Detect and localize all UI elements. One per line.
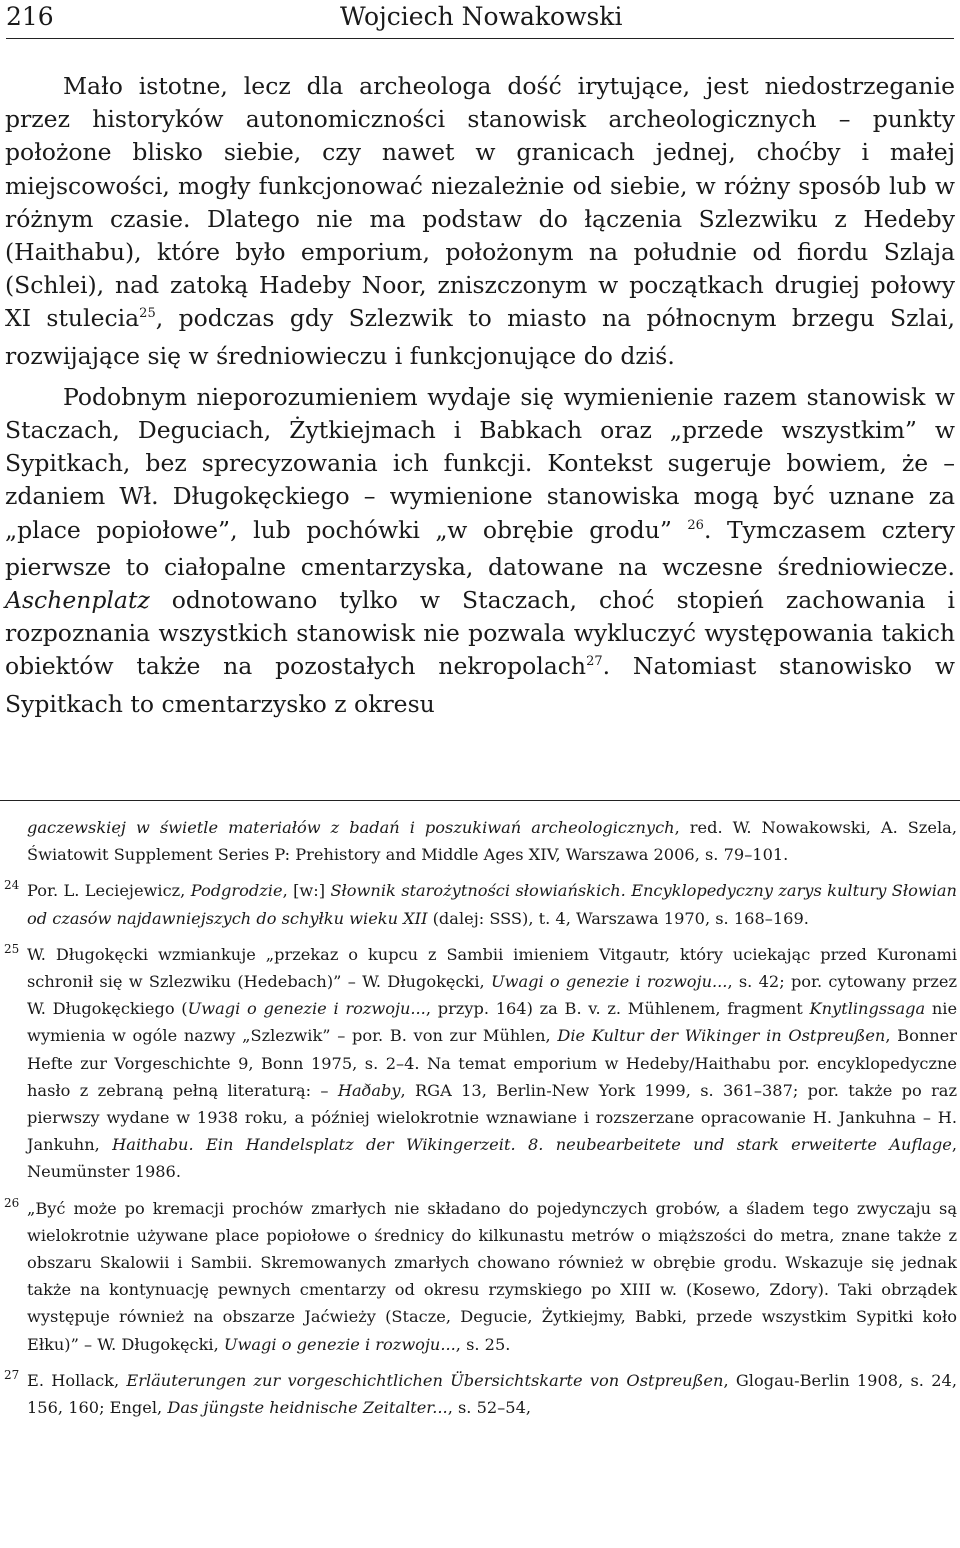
- footnote-number: 24: [4, 878, 20, 893]
- paragraph: [5, 70, 955, 373]
- text-run: , Glogau-Berlin 1908, s. 24, 156, 160; Engel,: [27, 1370, 957, 1418]
- footnote-text: [27, 881, 957, 927]
- text-run: W. Długokęcki wzmiankuje „przekaz o kupcu z Sambii imieniem Vitgautr, który uciekając przed Kuronami schronił się w Szlezwiku (Hedebach)” – W. Długokęcki,: [27, 944, 957, 992]
- text-run: nie wymienia w ogóle nazwy „Szlezwik” – por. B. von zur Mühlen,: [27, 999, 958, 1046]
- text-run: , red. W. Nowakowski, A. Szela, Światowit Supplement Series P: Prehistory and Middle Ages XIV, Warszawa 2006, s. 79–101.: [27, 818, 957, 865]
- italic-text: Uwagi o genezie i rozwoju...: [223, 1334, 456, 1354]
- text-run: , Bonner Hefte zur Vorgeschichte 9, Bonn 1975, s. 2–4. Na temat emporium w Hedeby/Haithabu por. encyklopedyczne hasło z zebraną pełną literaturą: –: [27, 1026, 957, 1100]
- footnote-ref: 26: [687, 517, 704, 533]
- footnote-24: [4, 877, 957, 931]
- text-run: Mało istotne, lecz dla archeologa dość irytujące, jest niedostrzeganie przez historyków autonomiczności stanowisk archeologicznych – punkty położone blisko siebie, czy nawet w granicach jednej, choćby i małej miejscowości, mogły funkcjonować niezależnie od siebie, w różny sposób lub w różnym czasie. Dlatego nie ma podstaw do łączenia Szlezwiku z Hedeby (Haithabu), które było emporium, położonym na południe od fiordu Szlaja (Schlei), nad zatoką Hadeby Noor, zniszczonym w początkach drugiej połowy XI stulecia: [5, 72, 955, 333]
- footnote-25: [4, 941, 958, 1186]
- italic-text: Haðaby: [337, 1080, 401, 1100]
- footnote-27: [4, 1367, 957, 1421]
- italic-text: Uwagi o genezie i rozwoju...: [490, 972, 728, 992]
- text-run: , RGA 13, Berlin-New York 1999, s. 361–387; por. także po raz pierwszy wydane w 1938 roku, a później wielokrotnie wznawiane i rozszerzane opracowanie H. Jankuhna – H. Jankuhn,: [27, 1080, 957, 1155]
- text-run: , s. 42; por. cytowany przez W. Długokęckiego (: [27, 972, 957, 1019]
- footnotes: [4, 814, 958, 1430]
- italic-text: Das jüngste heidnische Zeitalter...: [167, 1398, 448, 1418]
- text-run: , s. 25.: [455, 1334, 511, 1354]
- footnote-text: [27, 1371, 957, 1417]
- text-run: . Natomiast stanowisko w Sypitkach to cmentarzysko z okresu: [5, 652, 955, 718]
- footnote-text: [27, 1199, 957, 1354]
- italic-text: gaczewskiej w świetle materiałów z badań i poszukiwań archeologicznych: [27, 818, 675, 837]
- page-header: [6, 0, 954, 39]
- footnote-separator: [0, 800, 960, 801]
- footnote-number: 26: [4, 1195, 20, 1210]
- text-run: , przyp. 164) za B. v. z. Mühlenem, fragment: [425, 999, 810, 1019]
- page-number: 216: [6, 2, 54, 31]
- italic-text: Podgrodzie: [190, 881, 283, 901]
- footnote-number: 27: [4, 1367, 20, 1382]
- text-run: (dalej: SSS), t. 4, Warszawa 1970, s. 168–169.: [427, 908, 809, 928]
- footnote-26: [4, 1195, 957, 1358]
- text-run: „Być może po kremacji prochów zmarłych nie składano do pojedynczych grobów, a śladem tego zwyczaju są wielokrotnie używane place popiołowe o średnicy do kilkunastu metrów o miąższości do metra, znane także z obszaru Skalowii i Sambii. Skremowanych zmarłych chowano również w obrębie grodu. Wskazuje się jednak także na kontynuację pewnych cmentarzy od okresu rzymskiego po XIII w. (Kosewo, Zdory). Taki obrządek występuje również na obszarze Jaćwieży (Stacze, Degucie, Żytkiejmy, Babki, przede wszystkim Sypitki koło Ełku)” – W. Długokęcki,: [27, 1198, 957, 1354]
- text-run: . Tymczasem cztery pierwsze to ciałopalne cmentarzyska, datowane na wczesne średniowiecze.: [5, 515, 955, 581]
- footnote-text: [27, 945, 957, 1182]
- italic-text: Aschenplatz: [5, 586, 150, 615]
- italic-text: Die Kultur der Wikinger in Ostpreußen: [557, 1026, 886, 1046]
- text-run: , s. 52–54,: [447, 1398, 532, 1418]
- text-run: Podobnym nieporozumieniem wydaje się wymienienie razem stanowisk w Staczach, Deguciach, Żytkiejmach i Babkach oraz „przede wszystkim” w Sypitkach, bez sprecyzowania ich funkcji. Kontekst sugeruje bowiem, że – zdaniem Wł. Długokęckiego – wymienione stanowiska mogą być uznane za „place popiołowe”, lub pochówki „w obrębie grodu”: [5, 382, 955, 544]
- footnote-ref: 27: [586, 654, 603, 670]
- text-run: , [w:]: [282, 881, 331, 901]
- italic-text: Haithabu. Ein Handelsplatz der Wikingerzeit. 8. neubearbeitete und stark erweiterte Auflage: [112, 1135, 952, 1155]
- text-run: , Neumünster 1986.: [27, 1135, 957, 1182]
- italic-text: Słownik starożytności słowiańskich. Encyklopedyczny zarys kultury Słowian od czasów najdawniejszych do schyłku wieku XII: [27, 881, 957, 928]
- italic-text: Erläuterungen zur vorgeschichtlichen Übersichtskarte von Ostpreußen: [126, 1370, 724, 1390]
- italic-text: Knytlingssaga: [809, 999, 926, 1019]
- text-run: E. Hollack,: [27, 1370, 127, 1390]
- running-title: Wojciech Nowakowski: [340, 2, 623, 31]
- italic-text: Uwagi o genezie i rozwoju...: [187, 999, 426, 1019]
- main-text: [5, 70, 955, 721]
- text-run: , podczas gdy Szlezwik to miasto na północnym brzegu Szlai, rozwijające się w średniowieczu i funkcjonujące do dziś.: [5, 304, 956, 370]
- footnote-continuation: [27, 814, 957, 868]
- text-run: odnotowano tylko w Staczach, choć stopień zachowania i rozpoznania wszystkich stanowisk nie pozwala wykluczyć występowania takich obiektów także na pozostałych nekropolach: [5, 586, 955, 681]
- footnote-number: 25: [4, 941, 20, 956]
- text-run: Por. L. Leciejewicz,: [27, 881, 191, 901]
- paragraph: [5, 381, 955, 721]
- footnote-ref: 25: [139, 306, 156, 322]
